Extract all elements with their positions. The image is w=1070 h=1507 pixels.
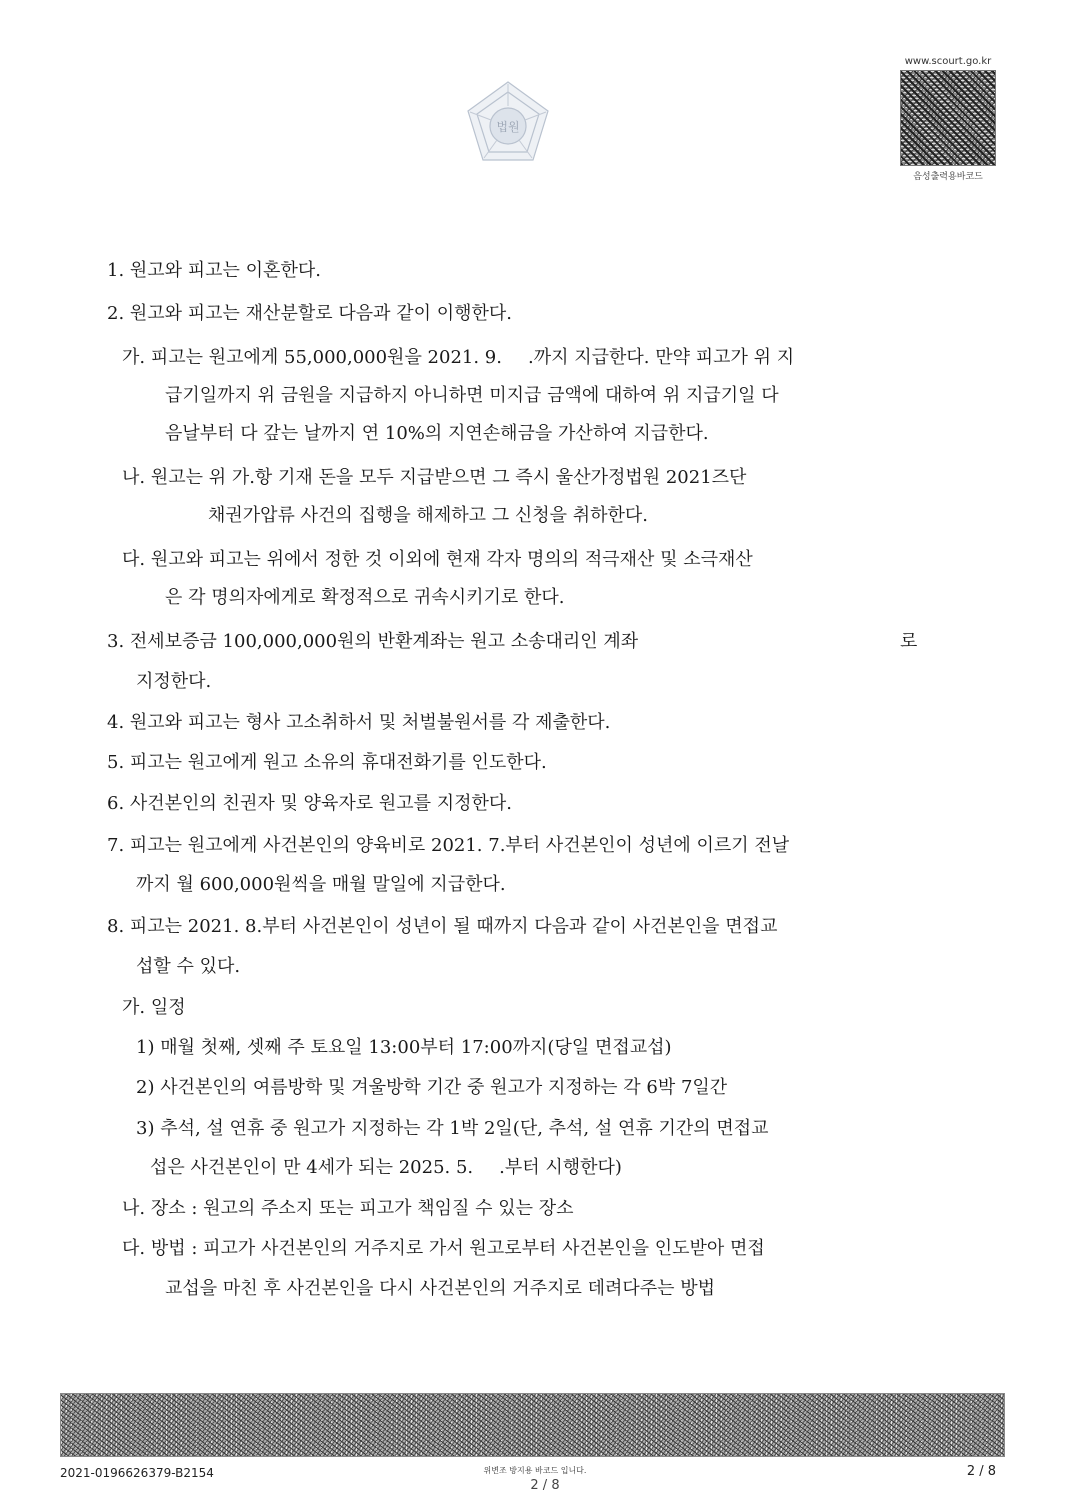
- schedule-3-text-a: 섭은 사건본인이 만 4세가 되는 2025. 5.: [150, 1157, 474, 1178]
- page-number-center: 2 / 8: [530, 1478, 560, 1493]
- document-id: 2021-0196626379-B2154: [60, 1466, 214, 1480]
- item-2-da-line2: 은 각 명의자에게로 확정적으로 귀속시키기로 한다.: [165, 587, 565, 608]
- item-8-da-method-line2: 교섭을 마친 후 사건본인을 다시 사건본인의 거주지로 데려다주는 방법: [165, 1278, 716, 1299]
- barcode-note: 위변조 방지용 바코드 입니다.: [483, 1466, 587, 1475]
- item-8-ga-heading: 가. 일정: [122, 997, 186, 1018]
- item-8-line2: 섭할 수 있다.: [136, 956, 241, 977]
- item-7-line2: 까지 월 600,000원씩을 매월 말일에 지급한다.: [136, 874, 506, 895]
- item-7-line1: 7. 피고는 원고에게 사건본인의 양육비로 2021. 7.부터 사건본인이 성년에 이르기 전날: [107, 835, 790, 856]
- item-8-na-place: 나. 장소 : 원고의 주소지 또는 피고가 책임질 수 있는 장소: [122, 1198, 574, 1219]
- item-4: 4. 원고와 피고는 형사 고소취하서 및 처벌불원서를 각 제출한다.: [107, 712, 611, 733]
- item-2-ga-line1: [122, 346, 794, 370]
- item-1: 1. 원고와 피고는 이혼한다.: [107, 260, 321, 281]
- seal-text: 법원: [496, 120, 520, 134]
- page-number: 2 / 8: [966, 1464, 996, 1479]
- schedule-2: 2) 사건본인의 여름방학 및 겨울방학 기간 중 원고가 지정하는 각 6박 7일간: [136, 1077, 728, 1098]
- item-2-na-line2: 채권가압류 사건의 집행을 해제하고 그 신청을 취하한다.: [208, 505, 648, 526]
- schedule-3-line1: 3) 추석, 설 연휴 중 원고가 지정하는 각 1박 2일(단, 추석, 설 연휴 기간의 면접교: [136, 1118, 769, 1139]
- qr-caption: 음성출력용바코드: [913, 172, 983, 182]
- schedule-3-text-b: .부터 시행한다): [499, 1157, 622, 1178]
- item-2-ga-line3: 음날부터 다 갚는 날까지 연 10%의 지연손해금을 가산하여 지급한다.: [165, 423, 709, 444]
- qr-url: www.scourt.go.kr: [904, 56, 992, 67]
- item-8-da-method-line1: 다. 방법 : 피고가 사건본인의 거주지로 가서 원고로부터 사건본인을 인도받아 면접: [122, 1238, 765, 1259]
- item-2-da-line1: 다. 원고와 피고는 위에서 정한 것 이외에 현재 각자 명의의 적극재산 및 소극재산: [122, 549, 753, 570]
- item-2-ga-text-a: 가. 피고는 원고에게 55,000,000원을 2021. 9.: [122, 347, 502, 368]
- schedule-3-line2: [150, 1156, 622, 1180]
- qr-code: [900, 70, 996, 166]
- item-2-ga-text-b: .까지 지급한다. 만약 피고가 위 지: [527, 347, 795, 368]
- item-3-line1-end: 로: [900, 631, 918, 652]
- item-3-line2: 지정한다.: [136, 671, 212, 692]
- item-2-na-line1: 나. 원고는 위 가.항 기재 돈을 모두 지급받으면 그 즉시 울산가정법원 2021즈단: [122, 467, 747, 488]
- item-8-line1: 8. 피고는 2021. 8.부터 사건본인이 성년이 될 때까지 다음과 같이 사건본인을 면접교: [107, 916, 778, 937]
- schedule-1: 1) 매월 첫째, 셋째 주 토요일 13:00부터 17:00까지(당일 면접교섭): [136, 1037, 672, 1058]
- court-seal-emblem: [462, 78, 554, 170]
- item-2-ga-line2: 급기일까지 위 금원을 지급하지 아니하면 미지급 금액에 대하여 위 지급기일 다: [165, 385, 779, 406]
- item-2: 2. 원고와 피고는 재산분할로 다음과 같이 이행한다.: [107, 303, 512, 324]
- item-3-line1: 3. 전세보증금 100,000,000원의 반환계좌는 원고 소송대리인 계좌: [107, 631, 639, 652]
- anti-forgery-barcode: [60, 1393, 1005, 1457]
- qr-block: [896, 56, 1000, 182]
- item-5: 5. 피고는 원고에게 원고 소유의 휴대전화기를 인도한다.: [107, 752, 547, 773]
- item-6: 6. 사건본인의 친권자 및 양육자로 원고를 지정한다.: [107, 793, 512, 814]
